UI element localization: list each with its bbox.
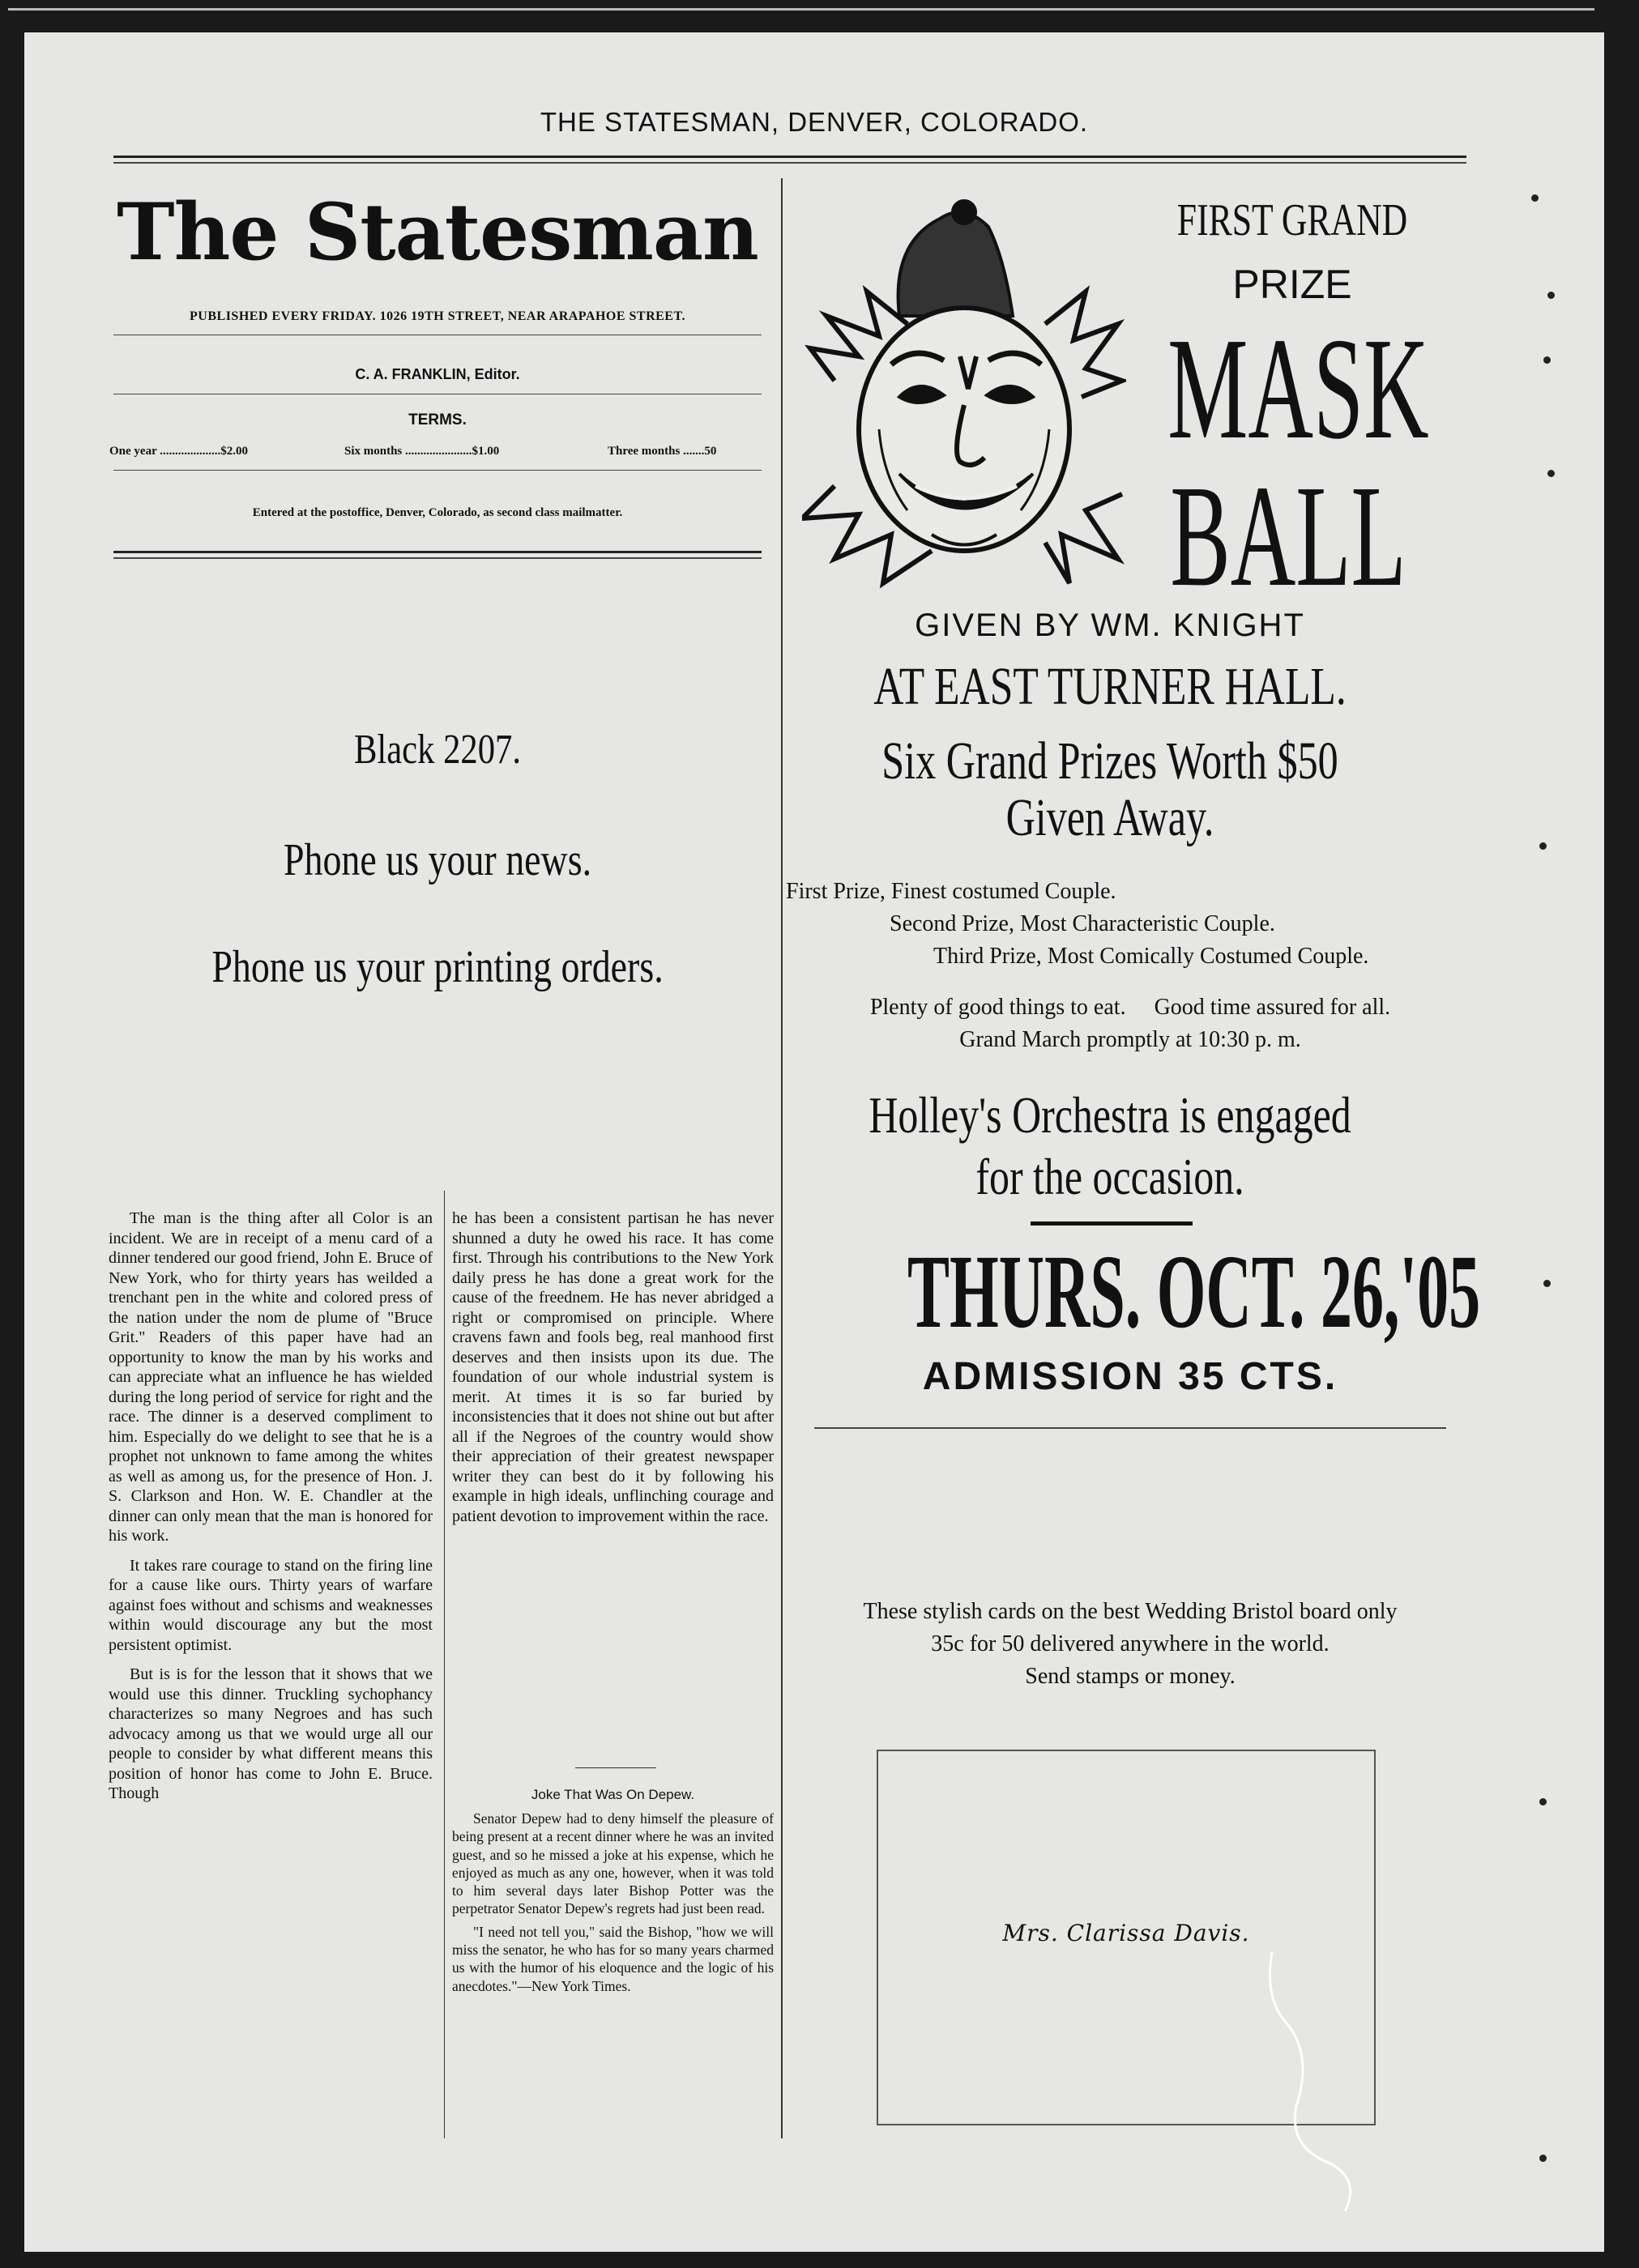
joke-title: Joke That Was On Depew. <box>531 1787 695 1802</box>
ad-orchestra: Holley's Orchestra is engaged <box>869 1086 1351 1144</box>
masthead-rule-3 <box>113 470 762 471</box>
column-divider-article <box>444 1191 445 2138</box>
ad-first-grand: FIRST GRAND <box>1176 195 1408 245</box>
ad-prize: PRIZE <box>1232 262 1352 307</box>
margin-dot <box>1543 1280 1551 1287</box>
article-paragraph: he has been a consistent partisan he has never shunned a duty he owed his race. It has come first. Through his contributions to the New York daily press he has done a great work for the cause of the freednem. He has never abridged a right or compromised on principle. Where cravens fawn and fools beg, real manhood first deserves and then insists upon its due. The foundation of our whole industrial system is merit. At times it is so far buried by inconsistencies that it does not shine out but after all if the Negroes of the country would show their appreciation of their greatest newspaper writer they can best do it by following his example in high ideals, unflinching courage and patient devotion to improvement within the race. <box>452 1209 774 1525</box>
newspaper-page <box>24 32 1604 2252</box>
ad-short-rule <box>1031 1221 1193 1226</box>
phone-printing: Phone us your printing orders. <box>211 942 664 992</box>
ad-grand-march: Grand March promptly at 10:30 p. m. <box>959 1027 1301 1052</box>
clown-illustration <box>802 194 1126 599</box>
cards-ad-line-3: Send stamps or money. <box>1025 1664 1236 1689</box>
article-paragraph: The man is the thing after all Color is an incident. We are in receipt of a menu card of a dinner tendered our good friend, John E. Bruce of New York, who for thirty years has weilded a trenchant pen in the white and colored press of the nation under the nom de plume of "Bruce Grit." Readers of this paper have had an opportunity to know the man by his works and can appreciate what an influence he has wielded during the long period of service for right and the race. The dinner is a deserved compliment to him. Especially do we delight to see that he is a prophet not unknown to fame among the whites as well as among us, for the presence of Hon. J. S. Clarkson and Hon. W. E. Chandler at the dinner can only mean that the man is honored for his work. <box>109 1209 433 1545</box>
ad-mask: MASK <box>1167 308 1429 469</box>
ad-admission: ADMISSION 35 CTS. <box>922 1355 1338 1398</box>
ad-prizes-worth: Six Grand Prizes Worth $50 <box>881 731 1338 791</box>
masthead-published: PUBLISHED EVERY FRIDAY. 1026 19TH STREET, NEAR ARAPAHOE STREET. <box>190 309 685 323</box>
margin-dot <box>1547 470 1555 477</box>
margin-dot <box>1547 292 1555 299</box>
joke-column <box>452 1810 774 2005</box>
article-paragraph: It takes rare courage to stand on the firing line for a cause like ours. Thirty years of warfare against foes without and schisms and weaknesses within would discourage any but the most persistent optimist. <box>109 1556 433 1654</box>
head-rule <box>113 156 1466 158</box>
ad-given-by: GIVEN BY WM. KNIGHT <box>915 608 1305 643</box>
ad-given-away: Given Away. <box>1005 788 1214 847</box>
running-head: THE STATESMAN, DENVER, COLORADO. <box>540 107 1089 137</box>
article-paragraph: But is is for the lesson that it shows that we would use this dinner. Truckling sychophancy characterizes so many Negroes and has such advocacy among us that we would urge all our people to consider by what different means this position of honor has come to John E. Bruce. Though <box>109 1665 433 1802</box>
article-separator <box>575 1767 656 1768</box>
clown-face-icon <box>802 201 1122 583</box>
article-column-1 <box>109 1209 433 1814</box>
terms-three-months: Three months .......50 <box>608 445 717 458</box>
margin-dot <box>1543 356 1551 364</box>
masthead-entered: Entered at the postoffice, Denver, Colorado, as second class mailmatter. <box>252 506 623 519</box>
article-column-2 <box>452 1209 774 1536</box>
ad-ball: BALL <box>1170 455 1406 616</box>
masthead-editor: C. A. FRANKLIN, Editor. <box>355 366 520 382</box>
ad-prize-2: Second Prize, Most Characteristic Couple. <box>890 911 1275 936</box>
terms-heading: TERMS. <box>408 411 467 428</box>
joke-paragraph: "I need not tell you," said the Bishop, "how we will miss the senator, he who has for so many years charmed us with the humor of his eloquence and the logic of his anecdotes."—New York Times. <box>452 1923 774 1994</box>
ad-occasion: for the occasion. <box>975 1148 1244 1205</box>
sample-card-name: Mrs. Clarissa Davis. <box>1002 1920 1250 1946</box>
terms-one-year: One year ....................$2.00 <box>109 445 248 458</box>
cards-ad-line-2: 35c for 50 delivered anywhere in the world. <box>931 1631 1330 1656</box>
ad-prize-3: Third Prize, Most Comically Costumed Couple. <box>933 944 1369 969</box>
terms-six-months: Six months ......................$1.00 <box>344 445 500 458</box>
ad-venue: AT EAST TURNER HALL. <box>873 657 1347 716</box>
margin-dot <box>1539 842 1547 850</box>
column-divider-main <box>781 178 783 2138</box>
masthead-rule-5 <box>113 557 762 559</box>
masthead-rule-4 <box>113 551 762 553</box>
ad-plenty: Plenty of good things to eat. Good time assured for all. <box>869 995 1391 1020</box>
phone-number: Black 2207. <box>353 727 522 773</box>
margin-dot <box>1539 1798 1547 1805</box>
paper-crack <box>1240 1952 1402 2211</box>
joke-paragraph: Senator Depew had to deny himself the pleasure of being present at a recent dinner where he was an invited guest, and so he missed a joke at his expense, which he enjoyed as much as any one, however, when it was told to him several days later Bishop Potter was the perpetrator Senator Depew's regrets had just been read. <box>452 1810 774 1917</box>
ad-date: THURS. OCT. 26,'05 <box>907 1234 1481 1350</box>
masthead-title: The Statesman <box>117 186 758 278</box>
head-rule-2 <box>113 162 1466 164</box>
ad-bottom-rule <box>814 1427 1446 1429</box>
page-edge <box>8 8 1594 35</box>
ad-prize-1: First Prize, Finest costumed Couple. <box>786 879 1116 904</box>
cards-ad-line-1: These stylish cards on the best Wedding Bristol board only <box>863 1599 1398 1624</box>
phone-news: Phone us your news. <box>283 835 592 885</box>
margin-dot <box>1539 2155 1547 2162</box>
margin-dot <box>1531 194 1539 202</box>
